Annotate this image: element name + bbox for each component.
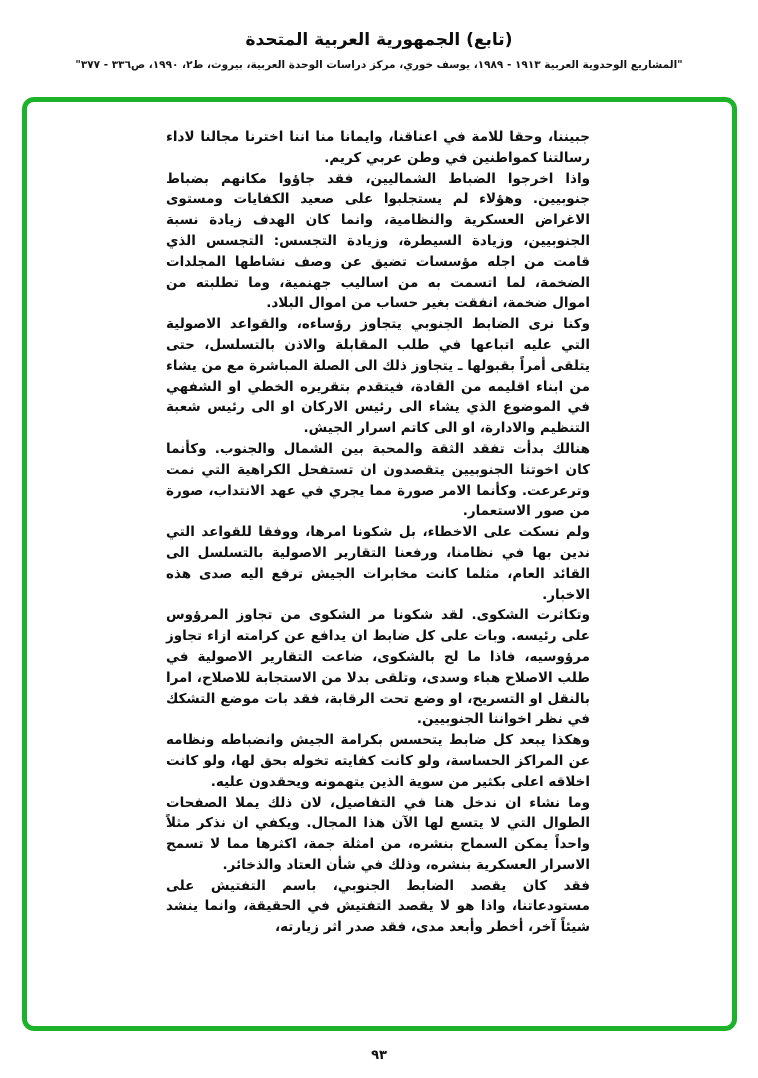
source-citation: "المشاريع الوحدوية العربية ١٩١٣ - ١٩٨٩، يوسف خوري، مركز دراسات الوحدة العربية، بيروت، ط٢، ١٩٩٠، ص٣٣٦ - ٣٧٧" <box>75 59 683 71</box>
paragraph-5: ولم نسكت على الاخطاء، بل شكونا امرها، ووفقا للقواعد التي ندين بها في نظامنا، ورفعنا التقارير الاصولية بالتسلسل الى القائد العام، مثلما كانت مخابرات الجيش ترفع اليه صدى هذه الاخبار. <box>166 524 590 603</box>
body-text-block <box>166 127 590 938</box>
paragraph-8: وما نشاء ان ندخل هنا في التفاصيل، لان ذلك يملا الصفحات الطوال التي لا يتسع لها الآن هذا المجال. ويكفي ان نذكر مثلاً واحداً يمكن السماح بنشره، من امثلة جمة، اكثرها مما لا تسمح الاسرار العسكرية بنشره، وذلك في شأن العتاد والذخائر. <box>166 794 590 873</box>
page-title: (تابع) الجمهورية العربية المتحدة <box>245 30 513 50</box>
paragraph-7: وهكذا يبعد كل ضابط يتحسس بكرامة الجيش وانضباطه ونظامه عن المراكز الحساسة، ولو كانت كفايته تخوله بحق لها، ولو كانت اخلاقه اعلى بكثير من سوية الذين يتهمونه ويحقدون عليه. <box>166 732 590 790</box>
paragraph-9: فقد كان يقصد الضابط الجنوبي، باسم التفتيش على مستودعاتنا، واذا هو لا يقصد التفتيش في الحقيقة، وانما ينشد شيئاً آخر، أخطر وأبعد مدى، فقد صدر اثر زيارته، <box>166 877 590 936</box>
paragraph-2: واذا اخرجوا الضباط الشماليين، فقد جاؤوا مكانهم بضباط جنوبيين. وهؤلاء لم يستجلبوا على صعيد الكفايات ومستوى الاغراض العسكرية والنظامية، وانما كان الهدف زيادة نسبة الجنوبيين، وزيادة السيطرة، وزيادة التجسس: التجسس الذي قامت من اجله مؤسسات تضيق عن وصف نشاطها المجلدات الضخمة، لما اتسمت به من اساليب جهنمية، وما تطلبته من اموال ضخمة، انفقت بغير حساب من اموال البلاد. <box>166 170 590 312</box>
paragraph-1: جبيننا، وحقا للامة في اعناقنا، وايمانا منا اننا اخترنا مجالنا لاداء رسالتنا كمواطنين في وطن عربي كريم. <box>166 129 590 166</box>
paragraph-4: هنالك بدأت تفقد الثقة والمحبة بين الشمال والجنوب. وكأنما كان اخوتنا الجنوبيين يتقصدون ان تستفحل الكراهية التي نمت وترعرعت. وكأنما الامر صورة مما يجري في عهد الانتداب، صورة من صور الاستعمار. <box>166 440 590 520</box>
paragraph-3: وكنا نرى الضابط الجنوبي يتجاوز رؤساءه، والقواعد الاصولية التي عليه اتباعها في طلب المقابلة والاذن بالتسلسل، حتى يتلقى أمراً بقبولها ـ يتجاوز ذلك الى الصلة المباشرة مع من يشاء من ابناء اقليمه من القادة، فيتقدم بتقريره الخطي او الشفهي في الموضوع الذي يشاء الى رئيس الاركان او الى رئيس شعبة التنظيم والادارة، او الى كاتم اسرار الجيش. <box>166 316 590 437</box>
paragraph-6: وتكاثرت الشكوى. لقد شكونا مر الشكوى من تجاوز المرؤوس على رئيسه. وبات على كل ضابط ان يدافع عن كرامته ازاء تجاوز مرؤوسيه، فاذا ما لح بالشكوى، ضاعت التقارير الاصولية في طلب الاصلاح هباء وسدى، وتلقى بدلا من الاستجابة للاصلاح، امرا بالنقل او التسريح، او وضع تحت الرقابة، فقد بات موضع التشكك في نظر اخواننا الجنوبيين. <box>166 607 590 728</box>
page-number: ٩٣ <box>371 1048 387 1063</box>
page-header <box>0 30 758 71</box>
